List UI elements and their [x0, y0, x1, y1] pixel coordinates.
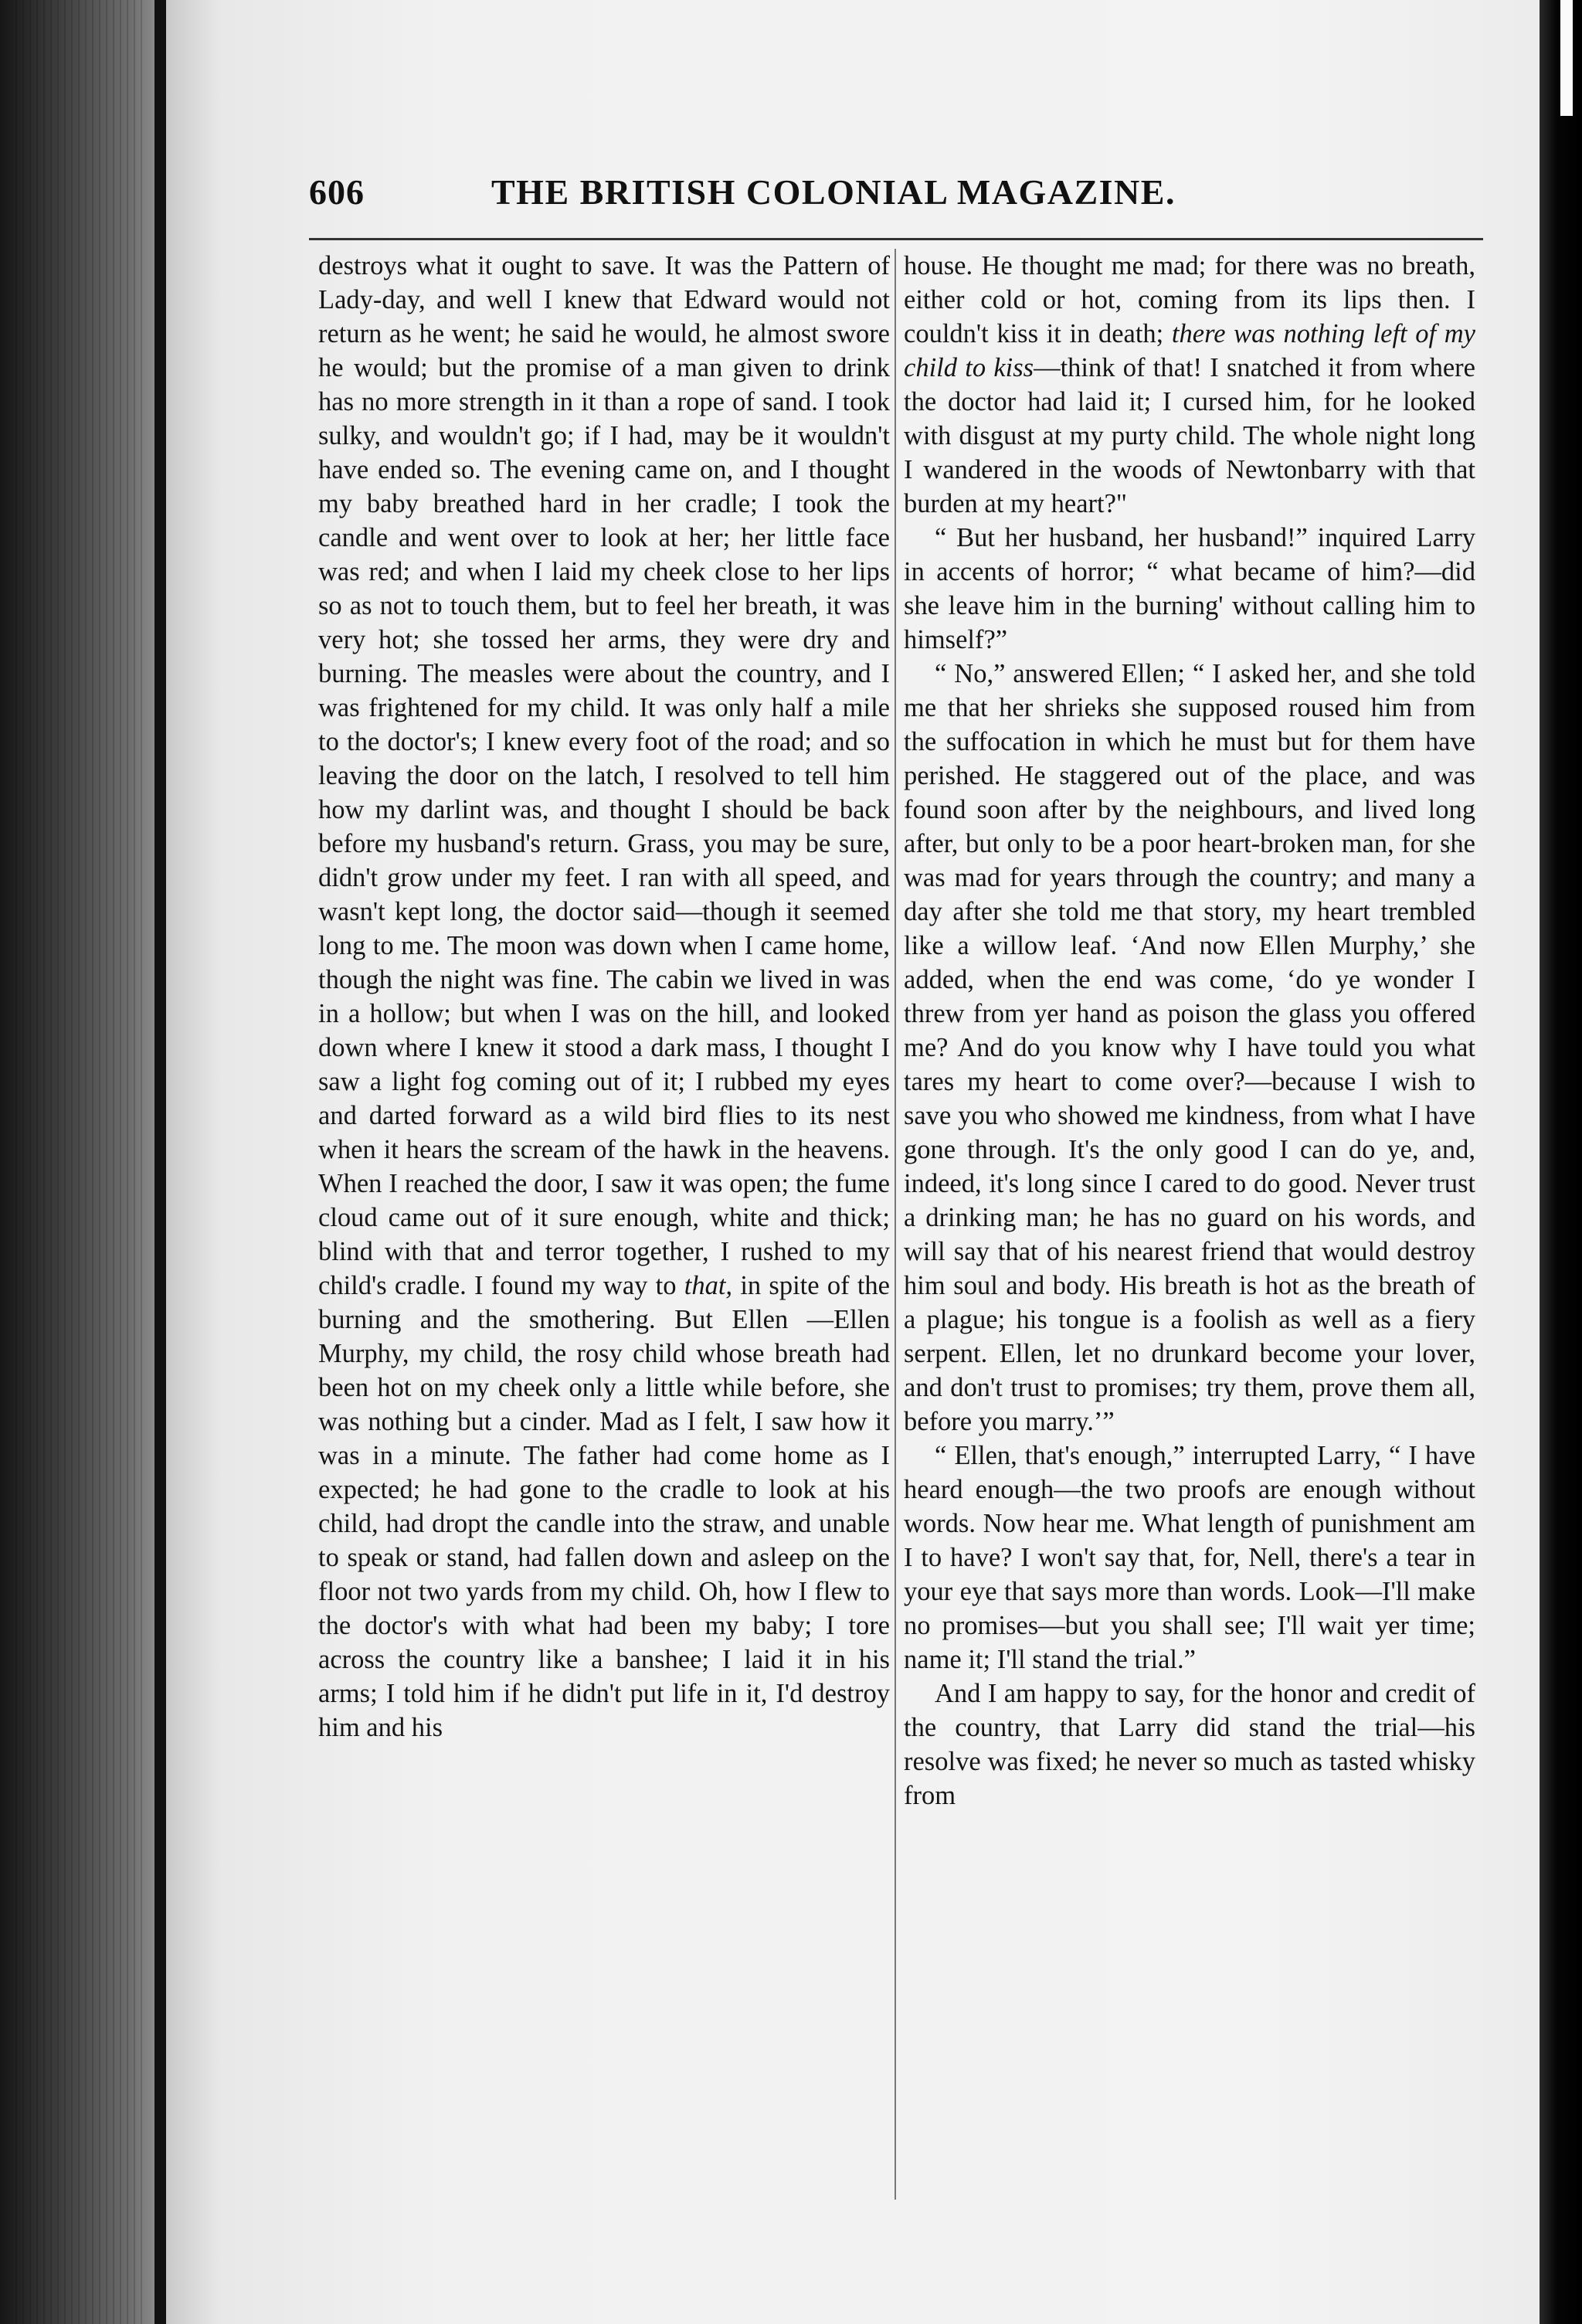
italic-emphasis: that, [684, 1271, 733, 1300]
column-divider [895, 249, 896, 2200]
left-column-paragraph [318, 249, 890, 1745]
right-column-paragraph: “ No,” answered Ellen; “ I asked her, and she told me that her shrieks she supposed roused him from the suffocation in which he must but for them have perished. He staggered out of the place, and was found soon after by the neighbours, and lived long after, but only to be a poor heart-broken man, for she was mad for years through the country; and many a day after she told me that story, my heart trembled like a willow leaf. ‘And now Ellen Murphy,’ she added, when the end was come, ‘do ye wonder I threw from yer hand as poison the glass you offered me? And do you know why I have tould you what tares my heart to come over?—because I wish to save you who showed me kindness, from what I have gone through. It's the only good I can do ye, and, indeed, it's long since I cared to do good. Never trust a drinking man; he has no guard on his words, and will say that of his nearest friend that would destroy him soul and body. His breath is hot as the breath of a plague; his tongue is a foolish as well as a fiery serpent. Ellen, let no drunkard become your lover, and don't trust to promises; try them, prove them all, before you marry.’” [904, 659, 1475, 1436]
spine-texture [15, 0, 147, 2324]
right-column-paragraph [904, 249, 1475, 521]
italic-emphasis: there was nothing left of my child to kiss [904, 319, 1475, 382]
paragraph-text: house. He thought me mad; for there was no breath, either cold or hot, coming from its lips then. I couldn't kiss it in death; [904, 251, 1475, 348]
right-column-paragraph: “ Ellen, that's enough,” interrupted Larry, “ I have heard enough—the two proofs are enough without words. Now hear me. What length of punishment am I to have? I won't say that, for, Nell, there's a tear in your eye that says more than words. Look—I'll make no promises—but you shall see; I'll wait yer time; name it; I'll stand the trial.” [904, 1441, 1475, 1674]
right-column-paragraph: And I am happy to say, for the honor and credit of the country, that Larry did stand the trial—his resolve was fixed; he never so much as tasted whisky from [904, 1679, 1475, 1810]
running-title: THE BRITISH COLONIAL MAGAZINE. [491, 172, 1176, 212]
paragraph-text: in spite of the burning and the smothering. But Ellen —Ellen Murphy, my child, the rosy child whose breath had been hot on my cheek only a little while before, she was nothing but a cinder. Mad as I felt, I saw how it was in a minute. The father had come home as I expected; he had gone to the cradle to look at his child, had dropt the candle into the straw, and unable to speak or stand, had fallen down and asleep on the floor not two yards from my child. Oh, how I flew to the doctor's with what had been my baby; I tore across the country like a banshee; I laid it in his arms; I told him if he didn't put life in it, I'd destroy him and his [318, 1271, 890, 1742]
paragraph-text: destroys what it ought to save. It was the Pattern of Lady-day, and well I knew that Edward would not return as he went; he said he would, he almost swore he would; but the promise of a man given to drink has no more strength in it than a rope of sand. I took sulky, and wouldn't go; if I had, may be it wouldn't have ended so. The evening came on, and I thought my baby breathed hard in her cradle; I took the candle and went over to look at her; her little face was red; and when I laid my cheek close to her lips so as not to touch them, but to feel her breath, it was very hot; she tossed her arms, they were dry and burning. The measles were about the country, and I was frightened for my child. It was only half a mile to the doctor's; I knew every foot of the road; and so leaving the door on the latch, I resolved to tell him how my darlint was, and thought I should be back before my husband's return. Grass, you may be sure, didn't grow under my feet. I ran with all speed, and wasn't kept long, the doctor said—though it seemed long to me. The moon was down when I came home, though the night was fine. The cabin we lived in was in a hollow; but when I was on the hill, and looked down where I knew it stood a dark mass, I thought I saw a light fog coming out of it; I rubbed my eyes and darted forward as a wild bird flies to its nest when it hears the scream of the hawk in the heavens. When I reached the door, I saw it was open; the fume cloud came out of it sure enough, white and thick; blind with that and terror together, I rushed to my child's cradle. I found my way to [318, 251, 890, 1300]
header-rule [309, 238, 1483, 240]
page-corner-strip [1560, 0, 1573, 116]
right-column [904, 249, 1475, 1813]
page-number: 606 [309, 172, 365, 212]
paragraph-text: —think of that! I snatched it from where the doctor had laid it; I cursed him, for he looked with disgust at my purty child. The whole night long I wandered in the woods of Newtonbarry with that burden at my heart?" [904, 353, 1475, 518]
page-right-edge [1540, 0, 1582, 2324]
left-column [318, 249, 890, 1745]
right-column-paragraph: “ But her husband, her husband!” inquired Larry in accents of horror; “ what became of him?—did she leave him in the burning' without calling him to himself?” [904, 523, 1475, 654]
page-header [309, 172, 1483, 226]
